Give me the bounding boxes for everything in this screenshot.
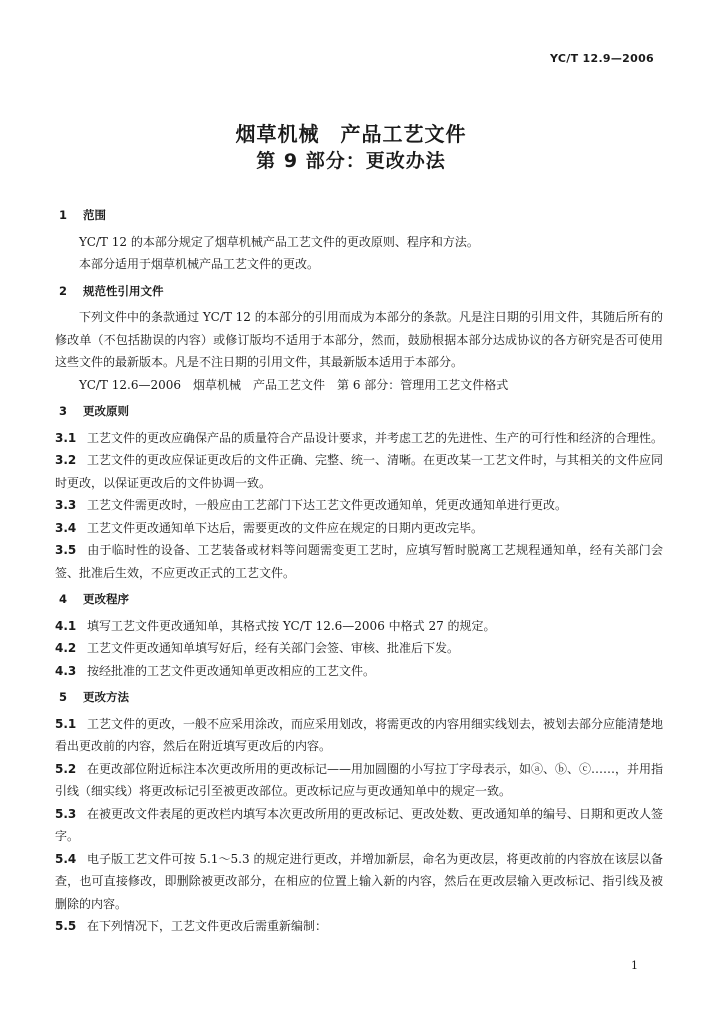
clause: 4.3 按经批准的工艺文件更改通知单更改相应的工艺文件。 bbox=[55, 663, 376, 678]
clause: 5.5 在下列情况下，工艺文件更改后需重新编制： bbox=[55, 919, 328, 933]
paragraph: 本部分适用于烟草机械产品工艺文件的更改。 bbox=[79, 257, 320, 271]
section-heading: 2 规范性引用文件 bbox=[59, 283, 164, 298]
clause: 3.1 工艺文件的更改应确保产品的质量符合产品设计要求，并考虑工艺的先进性、生产的可行性和经济的合理性。 bbox=[55, 430, 664, 445]
clause: 3.2 工艺文件的更改应保证更改后的文件正确、完整、统一、清晰。在更改某一工艺文件时，与其相关的文件应同时更改，以保证更改后的文件协调一致。 bbox=[55, 453, 664, 490]
clause: 3.3 工艺文件需更改时，一般应由工艺部门下达工艺文件更改通知单，凭更改通知单进行更改。 bbox=[55, 498, 568, 512]
section-heading: 1 范围 bbox=[59, 208, 106, 222]
clause: 4.1 填写工艺文件更改通知单，其格式按 YC/T 12.6—2006 中格式 27 的规定。 bbox=[55, 618, 496, 633]
clause: 5.4 电子版工艺文件可按 5.1～5.3 的规定进行更改，并增加新层，命名为更改层，将更改前的内容放在该层以备查，也可直接修改，即删除被更改部分，在相应的位置上输入新的内容，然后在更改层输入更改标记、指引线及被删除的内容。 bbox=[55, 851, 663, 911]
document-body bbox=[55, 204, 663, 938]
paragraph: 下列文件中的条款通过 YC/T 12 的本部分的引用而成为本部分的条款。凡是注日期的引用文件，其随后所有的修改单（不包括勘误的内容）或修订版均不适用于本部分，然而，鼓励根据本部分达成协议的各方研究是否可使用这些文件的最新版本。凡是不注日期的引用文件，其最新版本适用于本部分。 bbox=[55, 310, 663, 369]
clause: 5.3 在被更改文件表尾的更改栏内填写本次更改所用的更改标记、更改处数、更改通知单的编号、日期和更改人签字。 bbox=[55, 806, 664, 843]
paragraph: YC/T 12 的本部分规定了烟草机械产品工艺文件的更改原则、程序和方法。 bbox=[79, 234, 479, 249]
section-heading: 4 更改程序 bbox=[59, 592, 129, 606]
section-heading: 3 更改原则 bbox=[59, 404, 129, 418]
clause: 3.5 由于临时性的设备、工艺装备或材料等问题需变更工艺时，应填写暂时脱离工艺规程通知单，经有关部门会签、批准后生效，不应更改正式的工艺文件。 bbox=[55, 543, 663, 580]
standard-code: YC/T 12.9—2006 bbox=[550, 52, 654, 65]
document-title: 烟草机械 产品工艺文件 bbox=[235, 122, 467, 146]
clause: 5.2 在更改部位附近标注本次更改所用的更改标记——用加圆圈的小写拉丁字母表示，如ⓐ、ⓑ、ⓒ……，并用指引线（细实线）将更改标记引至被更改部位。更改标记应与更改通知单中的规定一致。 bbox=[55, 761, 664, 798]
page-number: 1 bbox=[631, 959, 638, 972]
normative-reference: YC/T 12.6—2006 烟草机械 产品工艺文件 第 6 部分：管理用工艺文件格式 bbox=[79, 377, 509, 392]
section-heading: 5 更改方法 bbox=[59, 690, 129, 704]
clause: 3.4 工艺文件更改通知单下达后，需要更改的文件应在规定的日期内更改完毕。 bbox=[55, 520, 484, 535]
document-subtitle: 第 9 部分：更改办法 bbox=[256, 150, 446, 172]
clause: 4.2 工艺文件更改通知单填写好后，经有关部门会签、审核、批准后下发。 bbox=[55, 641, 460, 655]
clause: 5.1 工艺文件的更改，一般不应采用涂改，而应采用划改，将需更改的内容用细实线划去，被划去部分应能清楚地看出更改前的内容，然后在附近填写更改后的内容。 bbox=[55, 716, 664, 753]
